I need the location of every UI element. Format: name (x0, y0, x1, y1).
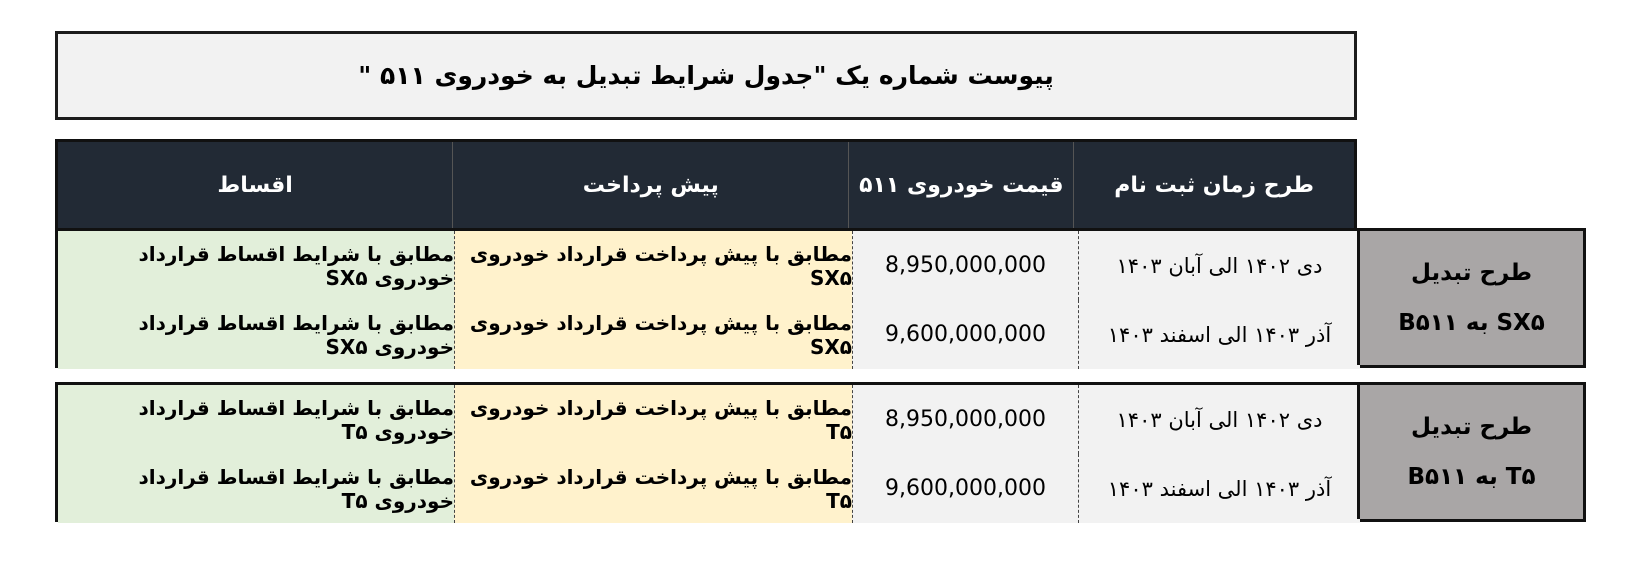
table-row (58, 300, 1360, 369)
header-registration-period: طرح زمان ثبت نام (1073, 142, 1354, 228)
installments-cell: مطابق با شرایط اقساط قرارداد خودروی SX۵ (58, 231, 454, 300)
period-cell: آذر ۱۴۰۳ الی اسفند ۱۴۰۳ (1078, 454, 1360, 523)
plan-label-line1: طرح تبدیل (1410, 414, 1533, 440)
price-cell: 9,600,000,000 (852, 454, 1078, 523)
price-cell: 8,950,000,000 (852, 385, 1078, 454)
plan-label (1357, 385, 1583, 519)
conversion-group-sx5 (55, 228, 1586, 368)
installments-cell: مطابق با شرایط اقساط قرارداد خودروی T۵ (58, 454, 454, 523)
down-payment-cell: مطابق با پیش پرداخت قرارداد خودروی T۵ (454, 454, 852, 523)
down-payment-cell: مطابق با پیش پرداخت قرارداد خودروی SX۵ (454, 300, 852, 369)
down-payment-cell: مطابق با پیش پرداخت قرارداد خودروی SX۵ (454, 231, 852, 300)
header-down-payment: پیش پرداخت (452, 142, 848, 228)
header-car-price: قیمت خودروی ۵۱۱ (848, 142, 1073, 228)
period-cell: دی ۱۴۰۲ الی آبان ۱۴۰۳ (1078, 231, 1360, 300)
table-header (55, 139, 1357, 231)
table-row (58, 231, 1360, 301)
plan-label-line1: طرح تبدیل (1410, 260, 1533, 286)
period-cell: دی ۱۴۰۲ الی آبان ۱۴۰۳ (1078, 385, 1360, 454)
plan-label-line2: T۵ به B۵۱۱ (1407, 464, 1536, 490)
plan-label-line2: SX۵ به B۵۱۱ (1398, 310, 1545, 336)
installments-cell: مطابق با شرایط اقساط قرارداد خودروی T۵ (58, 385, 454, 454)
price-cell: 8,950,000,000 (852, 231, 1078, 300)
header-installments: اقساط (217, 172, 293, 198)
price-cell: 9,600,000,000 (852, 300, 1078, 369)
plan-label (1357, 231, 1583, 365)
table-row (58, 385, 1360, 455)
period-cell: آذر ۱۴۰۳ الی اسفند ۱۴۰۳ (1078, 300, 1360, 369)
installments-cell: مطابق با شرایط اقساط قرارداد خودروی SX۵ (58, 300, 454, 369)
down-payment-cell: مطابق با پیش پرداخت قرارداد خودروی T۵ (454, 385, 852, 454)
conversion-group-t5 (55, 382, 1586, 522)
table-row (58, 454, 1360, 523)
document-title: پیوست شماره یک "جدول شرایط تبدیل به خودروی ۵۱۱ " (55, 31, 1357, 120)
